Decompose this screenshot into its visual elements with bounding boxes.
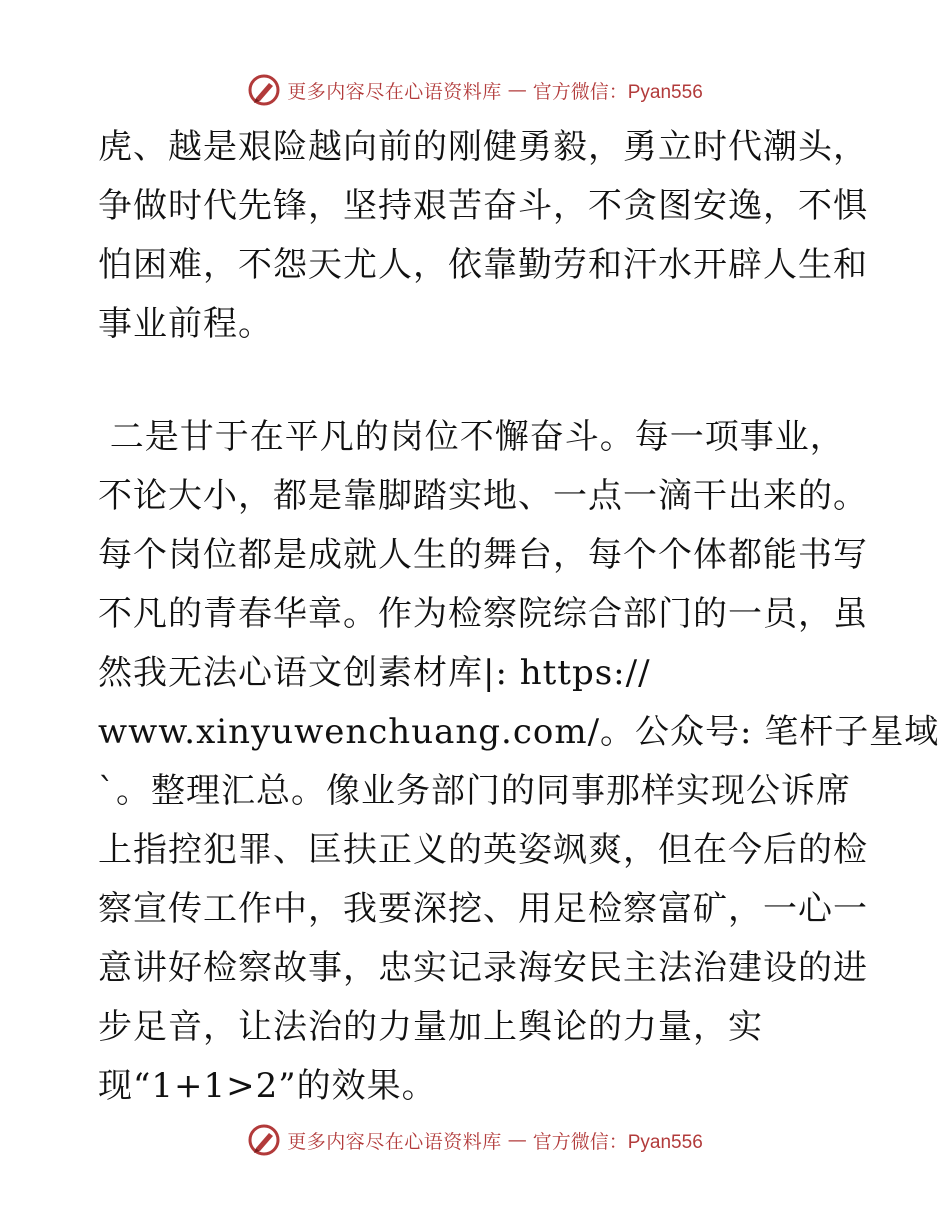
banner-contact-id: Pyan556	[627, 81, 703, 103]
banner-slogan: 更多内容尽在心语资料库	[287, 1130, 502, 1153]
paragraph-2	[98, 408, 940, 1116]
text-line: 意讲好检察故事，忠实记录海安民主法治建设的进	[98, 948, 868, 988]
text-line: 二是甘于在平凡的岗位不懈奋斗。每一项事业，	[98, 417, 845, 457]
banner-slogan: 更多内容尽在心语资料库	[287, 80, 502, 103]
pen-logo-icon	[247, 1123, 281, 1157]
text-line: 事业前程。	[98, 304, 273, 344]
text-line: 争做时代先锋，坚持艰苦奋斗，不贪图安逸，不惧	[98, 186, 868, 226]
paragraph-1	[98, 118, 868, 354]
document-body	[98, 118, 940, 1116]
banner-separator: —	[507, 79, 527, 101]
header-banner	[0, 70, 950, 110]
text-line: 不论大小，都是靠脚踏实地、一点一滴干出来的。	[98, 476, 868, 516]
text-line: 怕困难，不怨天尤人，依靠勤劳和汗水开辟人生和	[98, 245, 868, 285]
text-line: 现“1+1>2”的效果。	[98, 1066, 437, 1106]
banner-contact-label: 官方微信：	[532, 1130, 628, 1153]
text-line: `。整理汇总。像业务部门的同事那样实现公诉席	[98, 771, 851, 811]
text-line: 上指控犯罪、匡扶正义的英姿飒爽，但在今后的检	[98, 830, 868, 870]
text-line-with-link: 然我无法心语文创素材库|: https://	[98, 653, 651, 693]
banner-contact-id: Pyan556	[627, 1131, 703, 1153]
text-line: 察宣传工作中，我要深挖、用足检察富矿，一心一	[98, 889, 868, 929]
banner-contact	[533, 1127, 703, 1154]
banner-separator: —	[507, 1129, 527, 1151]
text-line: 步足音，让法治的力量加上舆论的力量，实	[98, 1007, 763, 1047]
pen-logo-icon	[247, 73, 281, 107]
footer-banner	[0, 1120, 950, 1160]
banner-contact	[533, 77, 703, 104]
text-line-with-url: www.xinyuwenchuang.com/。公众号: 笔杆子星域	[98, 712, 940, 752]
banner-contact-label: 官方微信：	[532, 80, 628, 103]
text-line: 虎、越是艰险越向前的刚健勇毅，勇立时代潮头，	[98, 127, 868, 167]
text-line: 每个岗位都是成就人生的舞台，每个个体都能书写	[98, 535, 868, 575]
text-line: 不凡的青春华章。作为检察院综合部门的一员，虽	[98, 594, 868, 634]
